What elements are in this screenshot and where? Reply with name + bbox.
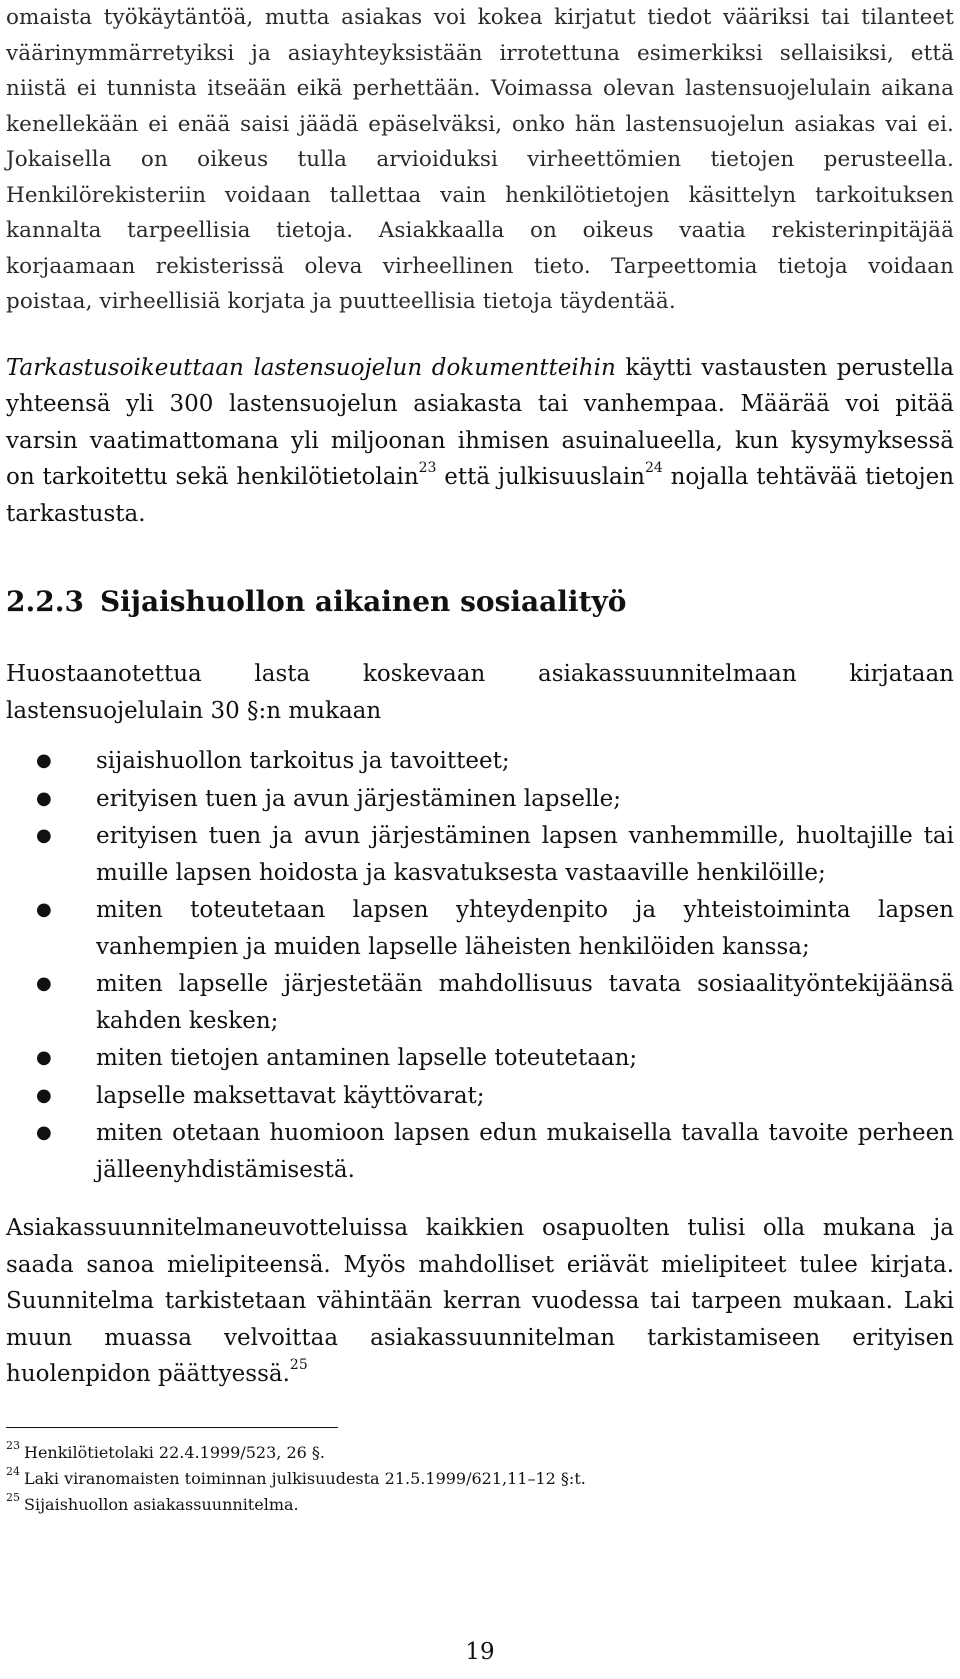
list-item-text: miten lapselle järjestetään mahdollisuus tavata sosiaalityöntekijäänsä kahden kesken; — [96, 971, 954, 1034]
bullet-list — [6, 743, 954, 1188]
list-item — [6, 1040, 954, 1077]
bullet-icon: ● — [36, 825, 52, 846]
bullet-icon: ● — [36, 1047, 52, 1068]
paragraph-text: että julkisuuslain — [436, 464, 645, 490]
list-item — [6, 1078, 954, 1115]
footnote-divider — [6, 1427, 338, 1428]
paragraph-negotiations — [6, 1210, 954, 1393]
bullet-icon: ● — [36, 1084, 52, 1106]
list-item — [6, 892, 954, 965]
list-item — [6, 743, 954, 780]
bullet-icon: ● — [36, 750, 52, 771]
list-item — [6, 966, 954, 1039]
footnote-number: 25 — [6, 1491, 20, 1505]
bullet-icon: ● — [36, 973, 52, 994]
list-item-text: erityisen tuen ja avun järjestäminen lapselle; — [96, 785, 622, 812]
list-item-text: miten otetaan huomioon lapsen edun mukaisella tavalla tavoite perheen jälleenyhdistämisestä. — [96, 1120, 954, 1183]
paragraph-text: käytti vastausten perustella yhteensä yli 300 lastensuojelun asiakasta tai vanhempaa. Määrää voi pitää varsin vaatimattomana yli miljoonan ihmisen asuinalueella, kun kysymyksessä on tarkoitettu sekä henkilötietolain — [6, 354, 954, 490]
list-item-text: sijaishuollon tarkoitus ja tavoitteet; — [96, 748, 510, 774]
section-title: Sijaishuollon aikainen sosiaalityö — [99, 585, 627, 618]
footnote-item — [6, 1492, 954, 1518]
footnote-number: 23 — [6, 1439, 20, 1453]
footnotes — [6, 1440, 954, 1518]
footnote-item — [6, 1466, 954, 1492]
list-item-text: erityisen tuen ja avun järjestäminen lapsen vanhemmille, huoltajille tai muille lapsen hoidosta ja kasvatuksesta vastaaville henkilöille; — [96, 823, 954, 886]
bullet-icon: ● — [36, 1122, 52, 1143]
section-number: 2.2.3 — [6, 585, 84, 618]
footnote-ref-25: 25 — [289, 1357, 308, 1374]
footnote-text: Henkilötietolaki 22.4.1999/523, 26 §. — [24, 1442, 325, 1462]
footnote-item — [6, 1440, 954, 1466]
footnote-text: Sijaishuollon asiakassuunnitelma. — [24, 1494, 299, 1514]
list-item-text: lapselle maksettavat käyttövarat; — [96, 1082, 485, 1109]
bullet-icon: ● — [36, 787, 52, 809]
paragraph-text: nojalla tehtävää tietojen tarkastusta. — [6, 464, 955, 527]
footnote-text: Laki viranomaisten toiminnan julkisuudesta 21.5.1999/621,11–12 §:t. — [24, 1468, 586, 1488]
list-item — [6, 781, 954, 818]
paragraph-inspection-rights — [6, 350, 954, 533]
paragraph-text: Asiakassuunnitelmaneuvotteluissa kaikkien osapuolten tulisi olla mukana ja saada sanoa mielipiteensä. Myös mahdolliset eriävät mielipiteet tulee kirjata. Suunnitelma tarkistetaan vähintään kerran vuodessa tai tarpeen mukaan. Laki muun muassa velvoittaa asiakassuunnitelman tarkistamiseen erityisen huolenpidon päättyessä. — [6, 1215, 954, 1387]
list-item-text: miten toteutetaan lapsen yhteydenpito ja yhteistoiminta lapsen vanhempien ja muiden lapselle läheisten henkilöiden kanssa; — [96, 897, 954, 960]
section-heading — [6, 582, 954, 622]
bullet-icon: ● — [36, 899, 52, 920]
page-content — [6, 0, 954, 1518]
page-number: 19 — [465, 1639, 495, 1665]
list-item-text: miten tietojen antaminen lapselle toteutetaan; — [96, 1045, 638, 1071]
list-item — [6, 1115, 954, 1188]
paragraph-plan-intro: Huostaanotettua lasta koskevaan asiakassuunnitelmaan kirjataan lastensuojelulain 30 §:n mukaan — [6, 661, 954, 724]
footnote-number: 24 — [6, 1465, 20, 1479]
paragraph-intro: omaista työkäytäntöä, mutta asiakas voi kokea kirjatut tiedot vääriksi tai tilanteet väärinymmärretyiksi ja asiayhteyksistään irrotettuna esimerkiksi sellaisiksi, että niistä ei tunnista itseään eikä perhettään. Voimassa olevan lastensuojelulain aikana kenellekään ei enää saisi jäädä epäselväksi, onko hän lastensuojelun asiakas vai ei. Jokaisella on oikeus tulla arvioiduksi virheettömien tietojen perusteella. Henkilörekisteriin voidaan tallettaa vain henkilötietojen käsittelyn tarkoituksen kannalta tarpeellisia tietoja. Asiakkaalla on oikeus vaatia rekisterinpitäjää korjaamaan rekisterissä oleva virheellinen tieto. Tarpeettomia tietoja voidaan poistaa, virheellisiä korjata ja puutteellisia tietoja täydentää. — [6, 5, 954, 314]
list-item — [6, 818, 954, 891]
italic-phrase: Tarkastusoikeuttaan lastensuojelun dokumentteihin — [6, 354, 616, 381]
footnote-ref-23: 23 — [418, 460, 437, 477]
footnote-ref-24: 24 — [644, 460, 663, 477]
